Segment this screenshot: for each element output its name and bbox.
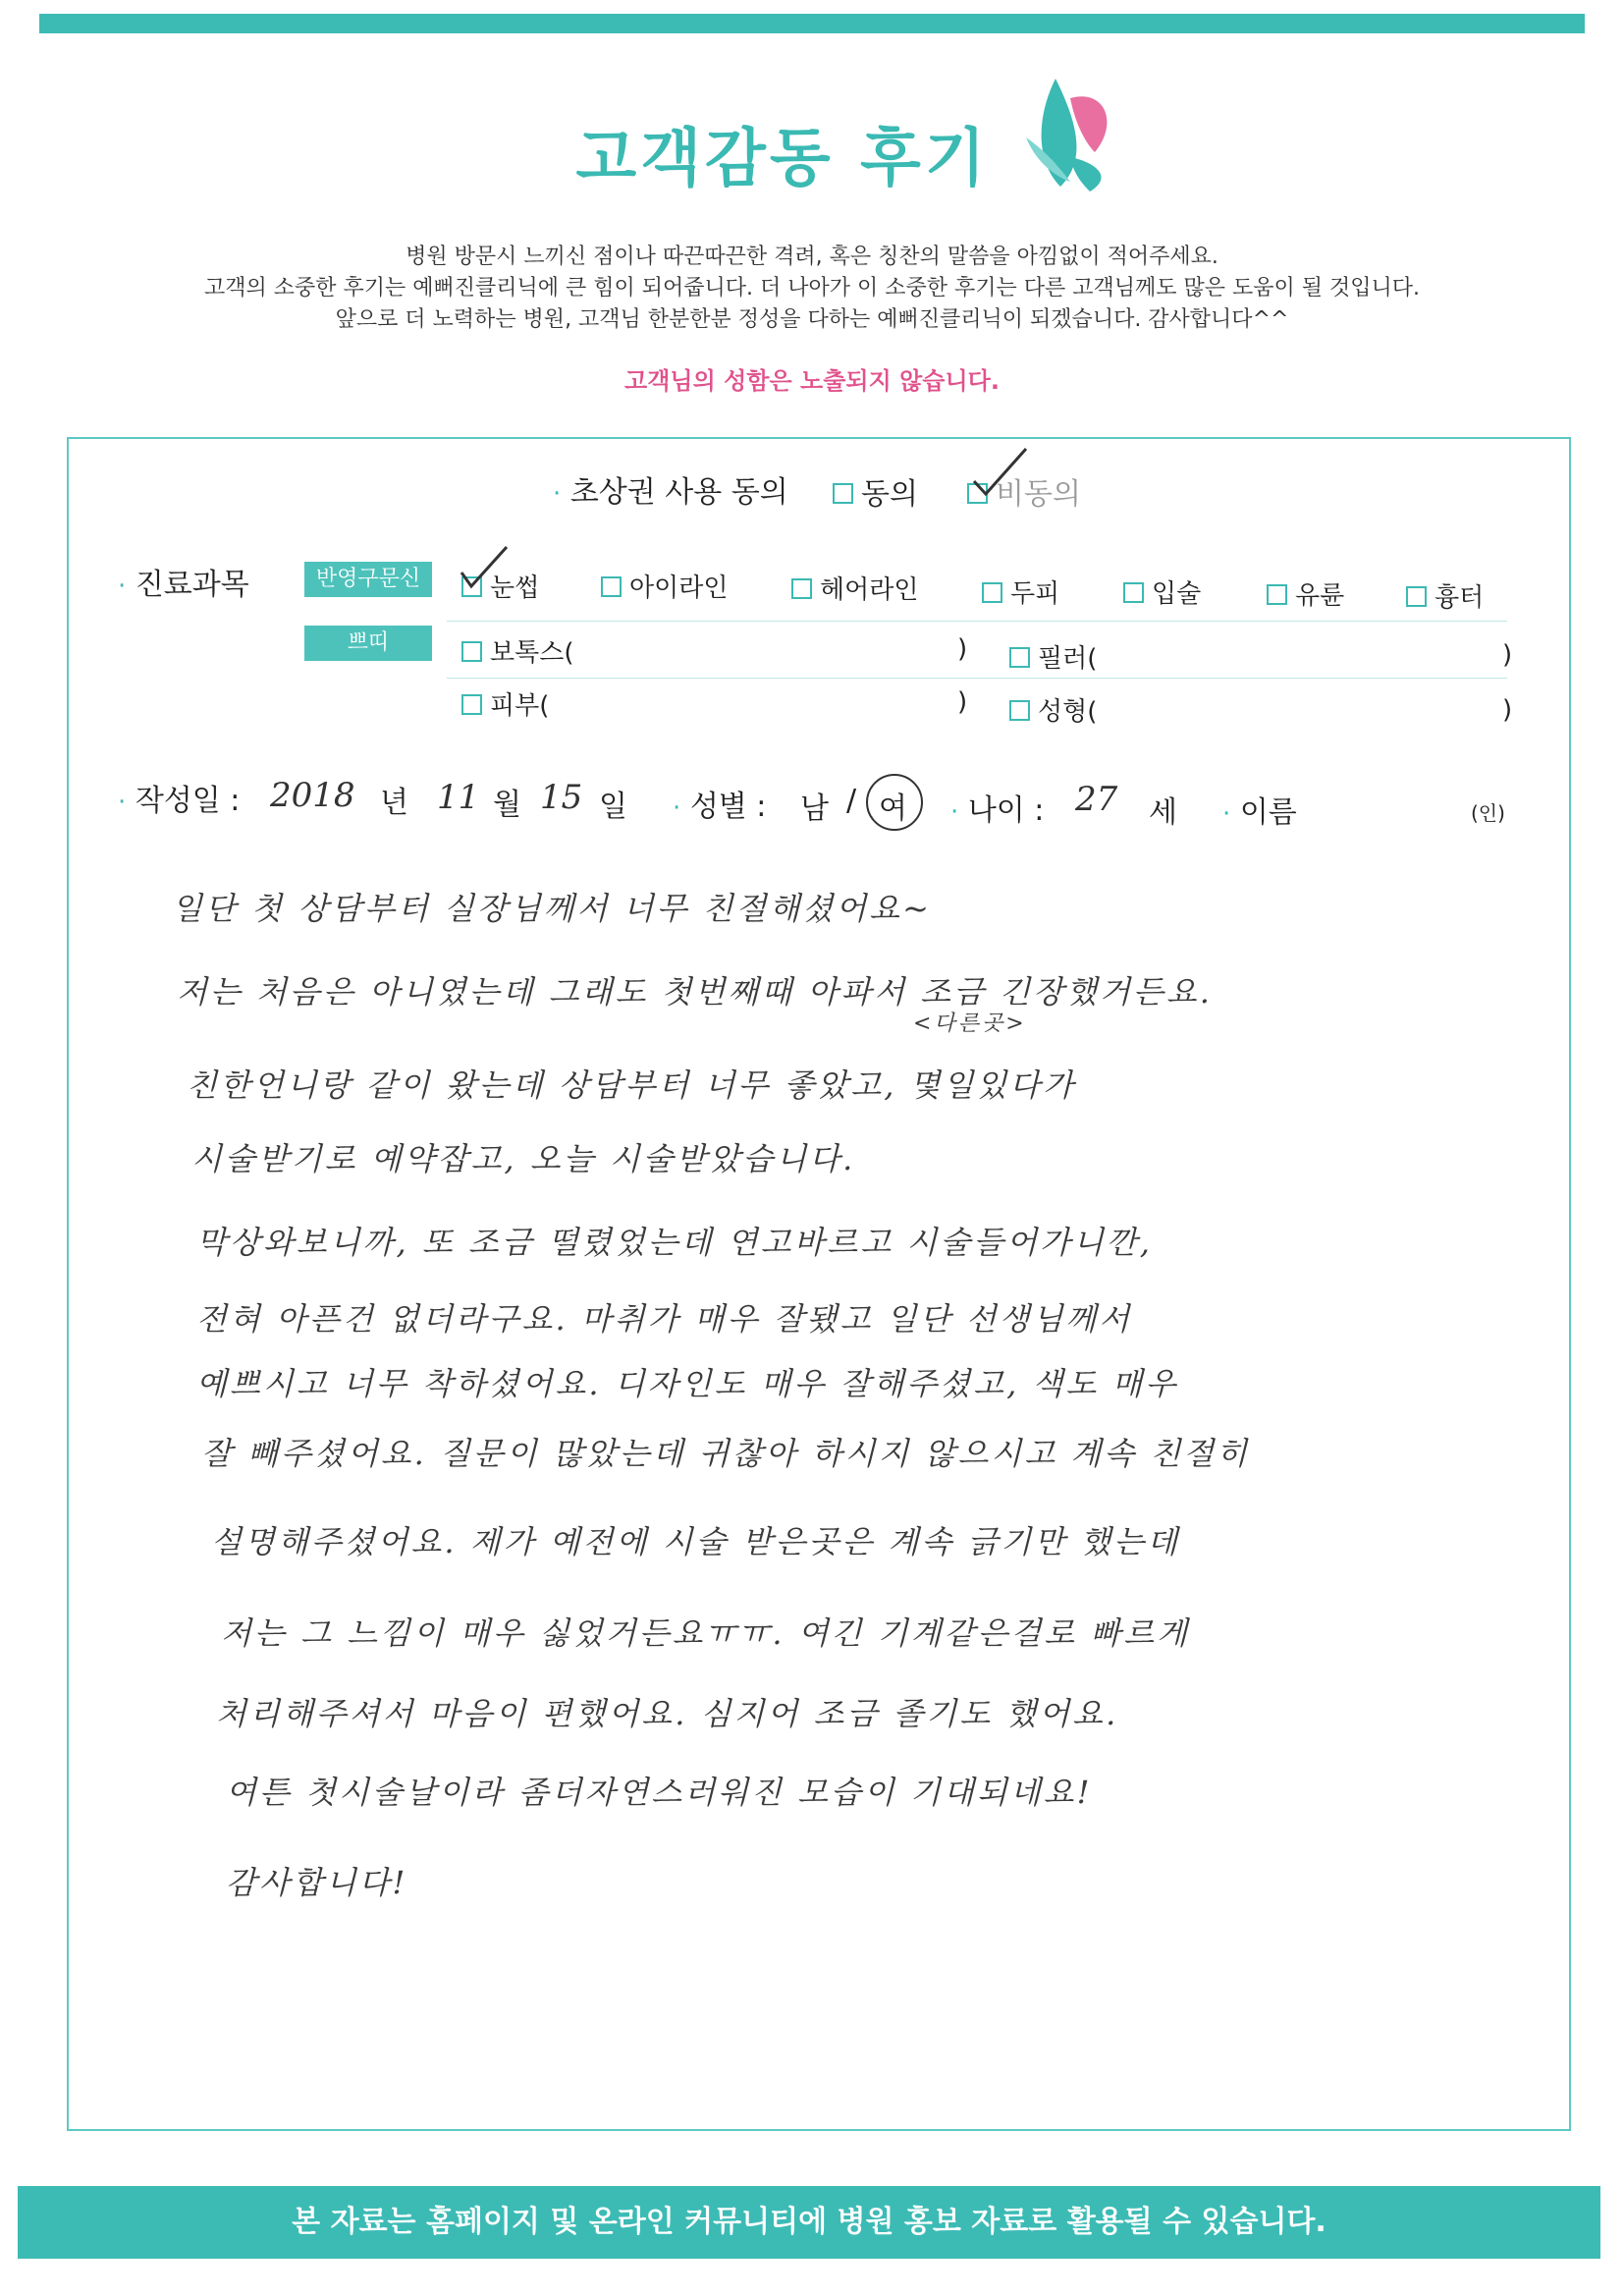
dept-checkbox-eyebrow[interactable]: 눈썹 <box>461 568 539 604</box>
privacy-notice: 고객님의 성함은 노출되지 않습니다. <box>624 367 1000 395</box>
review-line: 감사합니다! <box>226 1864 408 1901</box>
dept-checkbox-botox[interactable]: 보톡스( <box>461 632 574 669</box>
checkbox-box <box>833 483 853 504</box>
day-unit: 일 <box>599 790 627 824</box>
intro-line: 앞으로 더 노력하는 병원, 고객님 한분한분 정성을 다하는 예뻐진클리닉이 되겠습니다. 감사합니다^^ <box>335 307 1289 332</box>
checkbox-box <box>461 641 482 662</box>
tag-petit: 쁘띠 <box>304 626 432 661</box>
check-mark-icon <box>460 545 509 589</box>
review-line: 친한언니랑 같이 왔는데 상담부터 너무 좋았고, 몇일있다가 <box>187 1066 1077 1104</box>
review-line: 일단 첫 상담부터 실장님께서 너무 친절해셨어요~ <box>172 890 932 927</box>
checkbox-box <box>982 582 1002 603</box>
checkbox-box <box>1123 582 1144 603</box>
header <box>0 108 1624 198</box>
name-label: · 이름 <box>1222 795 1297 830</box>
review-line: 저는 처음은 아니였는데 그래도 첫번째때 아파서 조금 긴장했거든요. <box>177 973 1213 1011</box>
day-value: 15 <box>540 778 583 817</box>
consent-disagree-checkbox[interactable]: 비동의 <box>967 469 1081 513</box>
checkbox-box <box>791 578 812 599</box>
intro-line: 병원 방문시 느끼신 점이나 따끈따끈한 격려, 혹은 칭찬의 말씀을 아낌없이 적어주세요. <box>406 245 1218 269</box>
gender-male: 남 <box>800 792 829 826</box>
divider <box>447 621 1507 622</box>
review-line: 여튼 첫시술날이라 좀더자연스러워진 모습이 기대되네요! <box>226 1774 1093 1811</box>
gender-separator: / <box>846 784 857 818</box>
review-line: 예쁘시고 너무 착하셨어요. 디자인도 매우 잘해주셨고, 색도 매우 <box>196 1365 1179 1402</box>
dept-checkbox-areola[interactable]: 유륜 <box>1267 575 1344 612</box>
checkbox-box <box>461 694 482 715</box>
review-line: 설명해주셨어요. 제가 예전에 시술 받은곳은 계속 긁기만 했는데 <box>211 1523 1181 1560</box>
selection-circle <box>866 774 923 831</box>
review-line: 막상와보니까, 또 조금 떨렸었는데 연고바르고 시술들어가니깐, <box>196 1224 1153 1261</box>
checkbox-box <box>601 576 622 597</box>
year-value: 2018 <box>270 776 355 815</box>
age-value: 27 <box>1075 780 1118 819</box>
review-line: 시술받기로 예약잡고, 오늘 시술받았습니다. <box>191 1140 856 1177</box>
checkbox-box <box>1406 586 1427 607</box>
footer-notice: 본 자료는 홈페이지 및 온라인 커뮤니티에 병원 홍보 자료로 활용될 수 있습니다. <box>18 2186 1600 2259</box>
checkbox-box <box>1009 700 1030 721</box>
department-label: · 진료과목 <box>118 568 249 602</box>
consent-agree-checkbox[interactable]: 동의 <box>833 469 918 513</box>
butterfly-logo-icon <box>1016 69 1124 196</box>
department-label-text: 진료과목 <box>135 568 249 602</box>
age-unit: 세 <box>1149 795 1177 830</box>
dept-checkbox-filler[interactable]: 필러( <box>1009 638 1097 675</box>
dept-checkbox-scalp[interactable]: 두피 <box>982 574 1059 610</box>
review-line: 잘 빼주셨어요. 질문이 많았는데 귀찮아 하시지 않으시고 계속 친절히 <box>201 1435 1251 1472</box>
close-paren: ) <box>1502 695 1513 725</box>
gender-female: 여 <box>879 792 907 826</box>
gender-label: · 성별 : <box>673 790 767 824</box>
tag-semi-permanent: 반영구문신 <box>304 562 432 597</box>
page-title: 고객감동 후기 <box>575 123 990 195</box>
date-label: · 작성일 : <box>118 784 241 818</box>
review-line: 전혀 아픈건 없더라구요. 마취가 매우 잘됐고 일단 선생님께서 <box>196 1300 1133 1338</box>
dept-checkbox-hairline[interactable]: 헤어라인 <box>791 570 918 606</box>
month-value: 11 <box>437 778 480 817</box>
intro-line: 고객의 소중한 후기는 예뻐진클리닉에 큰 힘이 되어줍니다. 더 나아가 이 소중한 후기는 다른 고객님께도 많은 도움이 될 것입니다. <box>204 276 1420 301</box>
month-unit: 월 <box>493 788 521 822</box>
consent-label: · 초상권 사용 동의 <box>553 475 788 510</box>
age-label: · 나이 : <box>950 793 1045 828</box>
dept-checkbox-surgery[interactable]: 성형( <box>1009 691 1097 728</box>
year-unit: 년 <box>380 786 408 820</box>
dept-checkbox-skin[interactable]: 피부( <box>461 685 549 722</box>
intro-text <box>0 242 1624 336</box>
dept-checkbox-lips[interactable]: 입술 <box>1123 574 1201 610</box>
review-line: 저는 그 느낌이 매우 싫었거든요ㅠㅠ. 여긴 기계같은걸로 빠르게 <box>221 1614 1191 1652</box>
review-line: 처리해주셔서 마음이 편했어요. 심지어 조금 졸기도 했어요. <box>216 1695 1119 1732</box>
divider <box>447 678 1507 679</box>
consent-label-text: 초상권 사용 동의 <box>569 475 788 510</box>
top-accent-bar <box>39 14 1585 33</box>
dept-checkbox-scar[interactable]: 흉터 <box>1406 577 1484 614</box>
close-paren: ) <box>957 687 968 717</box>
checkbox-box <box>1267 584 1287 605</box>
seal-mark: (인) <box>1471 801 1505 825</box>
checkbox-box <box>1009 647 1030 668</box>
dept-checkbox-eyeliner[interactable]: 아이라인 <box>601 568 728 604</box>
check-mark-icon <box>972 447 1031 496</box>
close-paren: ) <box>957 634 968 664</box>
close-paren: ) <box>1502 640 1513 670</box>
review-annotation: <다른곳> <box>913 1011 1027 1036</box>
